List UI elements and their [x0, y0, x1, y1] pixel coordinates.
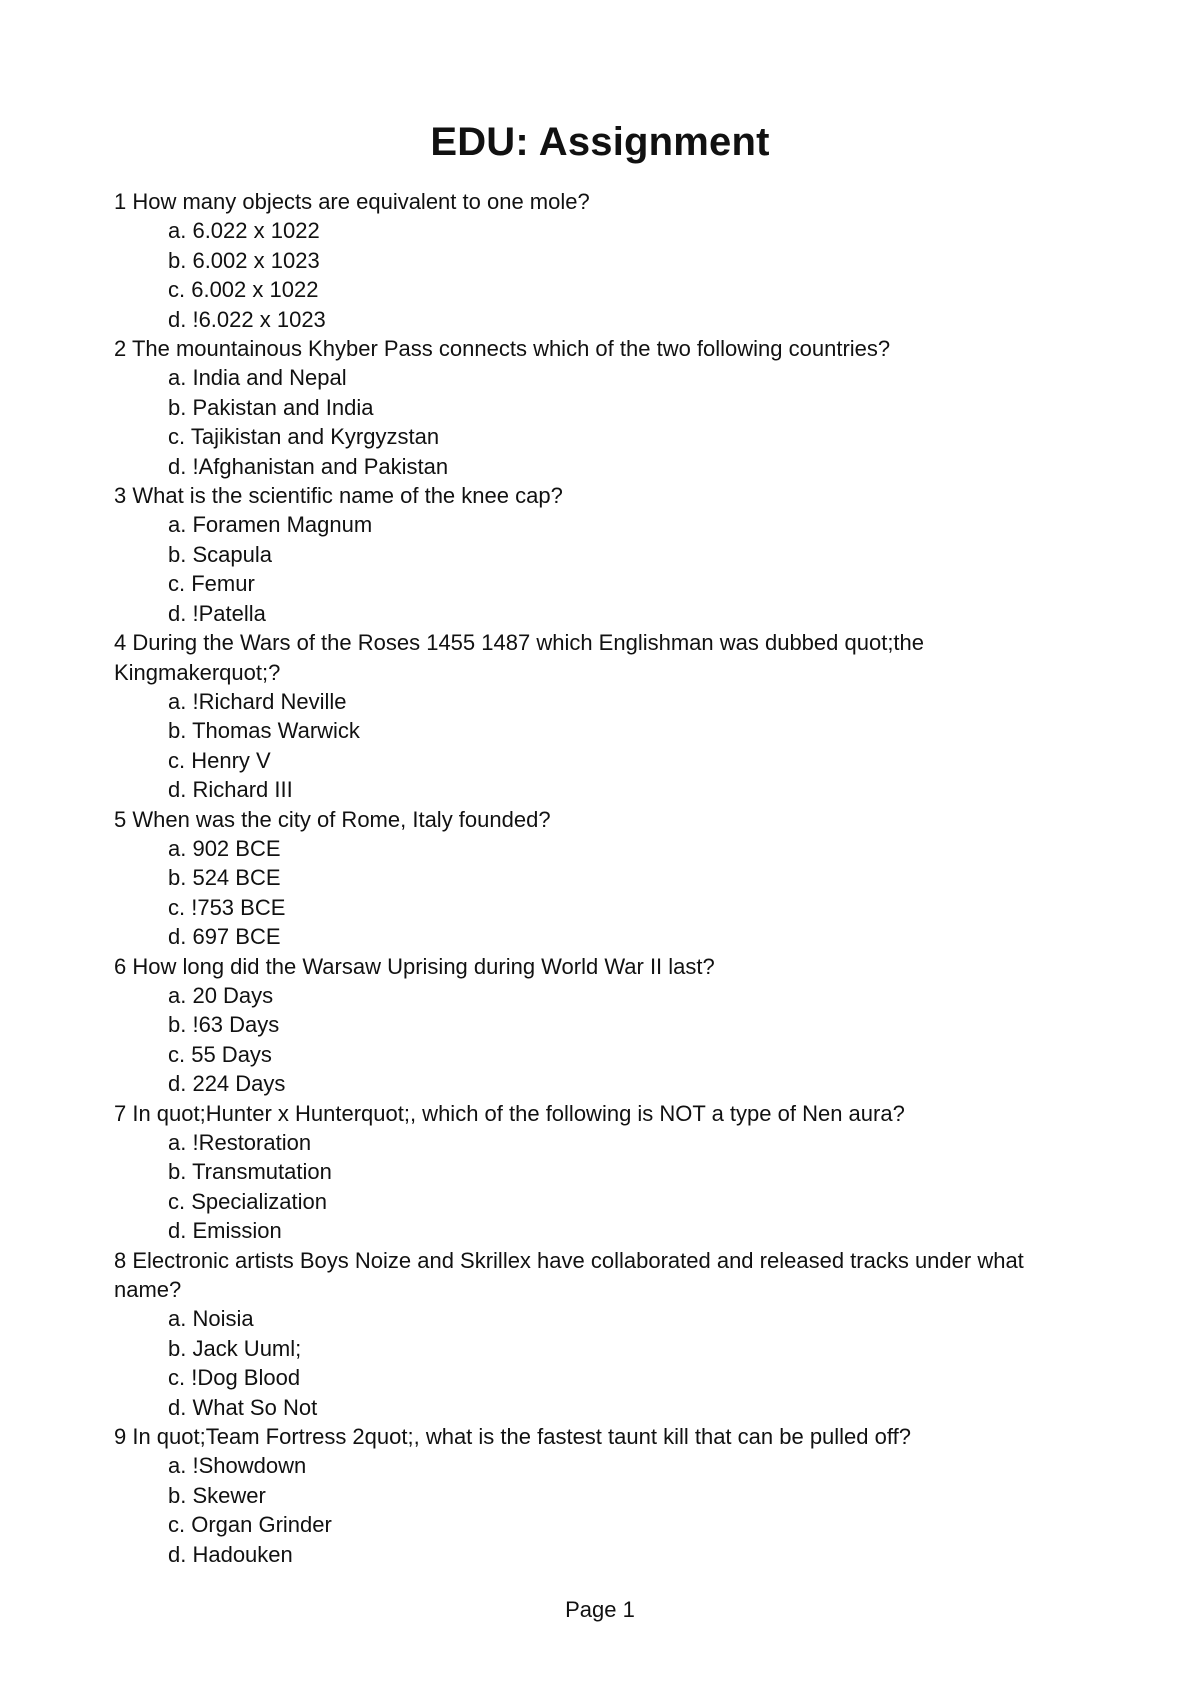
answer-option-b: b. Thomas Warwick — [168, 718, 360, 744]
question-7 — [114, 1099, 1074, 1246]
question-2 — [114, 334, 1074, 481]
answer-option-b: b. Pakistan and India — [168, 394, 374, 420]
answer-option-c: c. Femur — [168, 571, 255, 597]
question-4 — [114, 628, 1074, 804]
answer-option-b: b. Scapula — [168, 541, 272, 567]
page-title: EDU: Assignment — [430, 120, 770, 164]
answer-option-c: c. 55 Days — [168, 1041, 272, 1067]
question-6 — [114, 952, 1074, 1099]
question-text: 7 In quot;Hunter x Hunterquot;, which of the following is NOT a type of Nen aura? — [114, 1100, 905, 1126]
answer-option-c: c. Tajikistan and Kyrgyzstan — [168, 424, 440, 450]
question-text: 6 How long did the Warsaw Uprising during World War II last? — [114, 953, 715, 979]
question-text: 4 During the Wars of the Roses 1455 1487 which Englishman was dubbed quot;the Kingmakerquot;? — [114, 630, 925, 685]
answer-option-a: a. India and Nepal — [168, 365, 347, 391]
question-5 — [114, 805, 1074, 952]
question-text: 5 When was the city of Rome, Italy founded? — [114, 806, 551, 832]
answer-options — [114, 510, 1074, 628]
question-9 — [114, 1422, 1074, 1569]
answer-option-a: a. Foramen Magnum — [168, 512, 373, 538]
answer-option-d: d. Richard III — [168, 777, 293, 803]
answer-option-a: a. Noisia — [168, 1306, 254, 1332]
answer-options — [114, 216, 1074, 334]
question-text: 9 In quot;Team Fortress 2quot;, what is the fastest taunt kill that can be pulled off? — [114, 1424, 911, 1450]
question-3 — [114, 481, 1074, 628]
answer-options — [114, 1304, 1074, 1422]
question-text: 8 Electronic artists Boys Noize and Skrillex have collaborated and released tracks under what name? — [114, 1247, 1024, 1303]
question-1 — [114, 187, 1074, 334]
answer-options — [114, 1128, 1074, 1246]
question-8 — [114, 1246, 1074, 1422]
answer-option-d: d. Emission — [168, 1218, 282, 1244]
answer-option-b: b. 6.002 x 1023 — [168, 247, 320, 273]
answer-option-d: d. !6.022 x 1023 — [168, 306, 326, 332]
answer-option-b: b. Jack Uuml; — [168, 1335, 302, 1361]
answer-options — [114, 834, 1074, 952]
answer-option-b: b. Transmutation — [168, 1159, 332, 1185]
question-text: 2 The mountainous Khyber Pass connects which of the two following countries? — [114, 336, 891, 362]
question-list — [114, 187, 1074, 1569]
answer-option-a: a. 6.022 x 1022 — [168, 218, 320, 244]
answer-option-d: d. !Afghanistan and Pakistan — [168, 453, 449, 479]
answer-option-b: b. Skewer — [168, 1482, 266, 1508]
answer-options — [114, 363, 1074, 481]
answer-option-d: d. 697 BCE — [168, 924, 281, 950]
answer-option-a: a. 902 BCE — [168, 835, 281, 861]
answer-option-c: c. !Dog Blood — [168, 1365, 301, 1391]
question-text: 3 What is the scientific name of the knee cap? — [114, 483, 563, 509]
question-text: 1 How many objects are equivalent to one mole? — [114, 189, 590, 214]
answer-option-d: d. 224 Days — [168, 1071, 286, 1097]
answer-options — [114, 687, 1074, 805]
answer-option-c: c. Henry V — [168, 747, 271, 773]
answer-option-d: d. Hadouken — [168, 1541, 293, 1567]
answer-option-a: a. !Restoration — [168, 1130, 312, 1155]
answer-option-b: b. !63 Days — [168, 1012, 280, 1038]
answer-option-a: a. !Showdown — [168, 1453, 307, 1479]
answer-option-c: c. 6.002 x 1022 — [168, 277, 319, 303]
answer-options — [114, 1451, 1074, 1569]
answer-option-c: c. !753 BCE — [168, 894, 286, 920]
answer-option-b: b. 524 BCE — [168, 865, 281, 891]
answer-option-a: a. 20 Days — [168, 982, 274, 1008]
answer-option-c: c. Specialization — [168, 1188, 327, 1214]
page-number: Page 1 — [565, 1597, 635, 1622]
answer-option-c: c. Organ Grinder — [168, 1512, 332, 1538]
answer-option-a: a. !Richard Neville — [168, 688, 347, 714]
answer-option-d: d. What So Not — [168, 1394, 318, 1420]
answer-options — [114, 981, 1074, 1099]
answer-option-d: d. !Patella — [168, 600, 266, 626]
